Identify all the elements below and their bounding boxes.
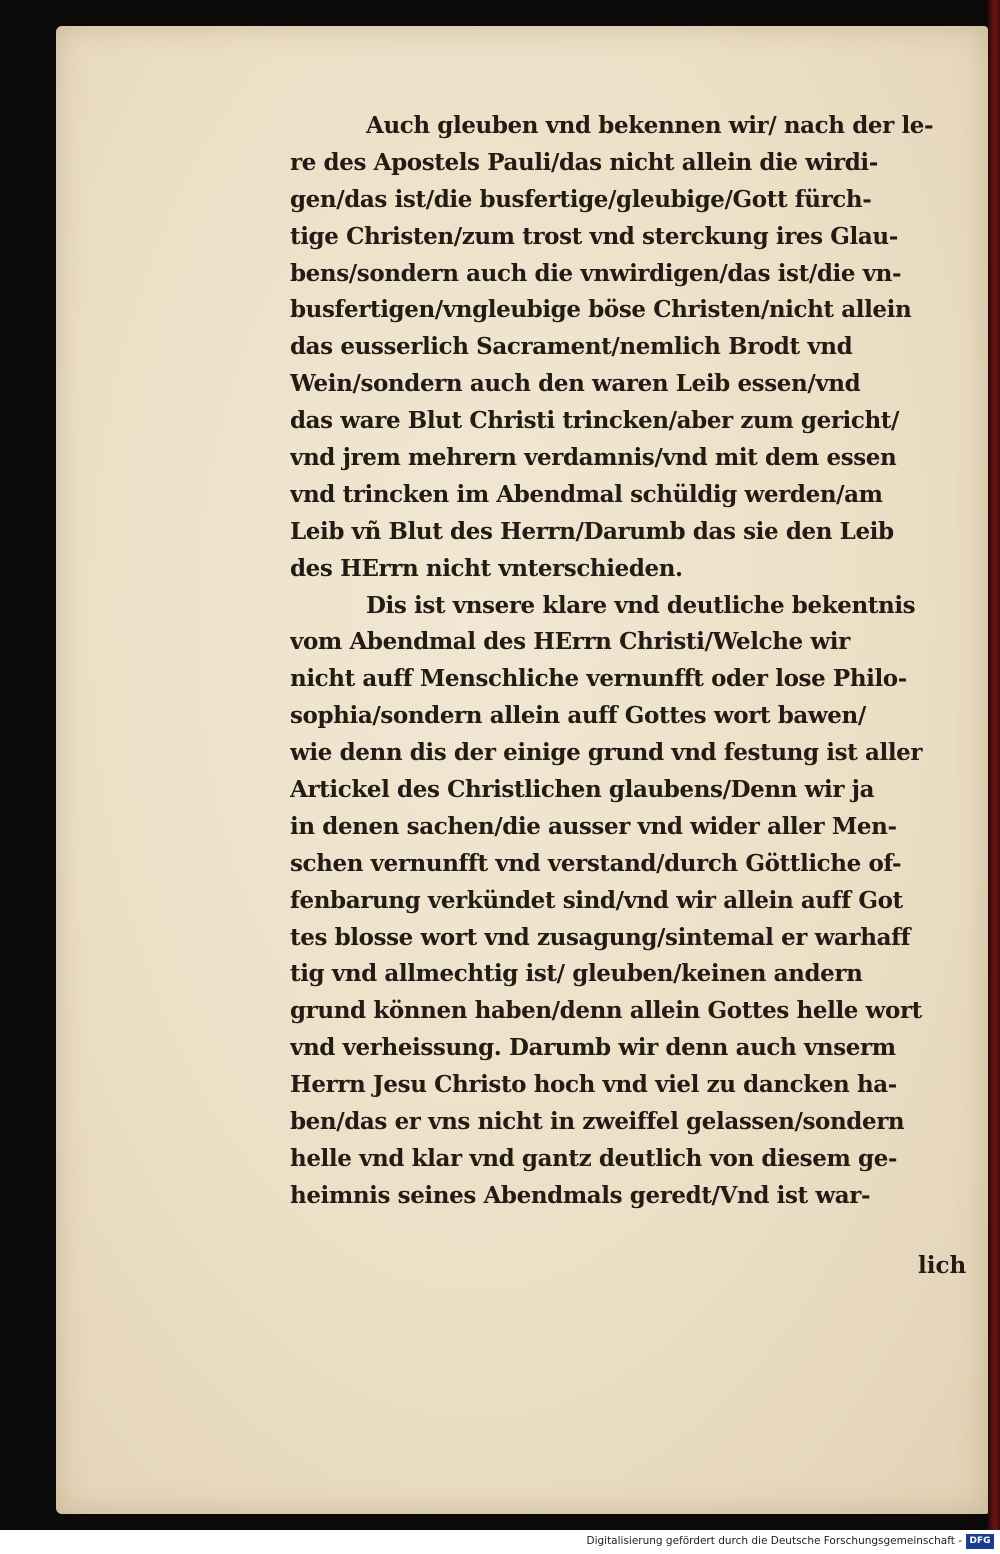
text-line: schen vernunfft vnd verstand/durch Göttliche of- (290, 849, 902, 877)
footer-bar (0, 1530, 1000, 1554)
text-line: wie denn dis der einige grund vnd festung ist aller (290, 739, 923, 767)
text-line: vnd jrem mehrern verdamnis/vnd mit dem essen (290, 444, 897, 472)
dfg-logo-icon: DFG (966, 1534, 994, 1549)
text-line: Leib vñ Blut des Herrn/Darumb das sie den Leib (290, 517, 894, 545)
text-line: nicht auff Menschliche vernunfft oder lose Philo- (290, 665, 907, 693)
text-line: vom Abendmal des HErrn Christi/Welche wir (290, 628, 850, 656)
text-line: tige Christen/zum trost vnd sterckung ires Glau- (290, 222, 898, 250)
text-line: Auch gleuben vnd bekennen wir/ nach der le- (366, 112, 934, 139)
text-line: in denen sachen/die ausser vnd wider aller Men- (290, 812, 897, 840)
catchword: lich (918, 1252, 967, 1279)
footer-credit: Digitalisierung gefördert durch die Deutsche Forschungsgemeinschaft - (586, 1535, 962, 1547)
text-line: vnd trincken im Abendmal schüldig werden/am (290, 480, 883, 508)
text-line: gen/das ist/die busfertige/gleubige/Gott fürch- (290, 185, 872, 213)
text-line: re des Apostels Pauli/das nicht allein die wirdi- (290, 148, 878, 176)
text-line: tig vnd allmechtig ist/ gleuben/keinen andern (290, 960, 863, 988)
text-line: Artickel des Christlichen glaubens/Denn wir ja (290, 776, 875, 804)
text-line: das ware Blut Christi trincken/aber zum gericht/ (290, 407, 900, 435)
text-line: tes blosse wort vnd zusagung/sintemal er warhaff (290, 923, 911, 951)
text-line: Wein/sondern auch den waren Leib essen/vnd (290, 370, 861, 398)
text-line: grund können haben/denn allein Gottes helle wort (290, 997, 922, 1025)
text-line: des HErrn nicht vnterschieden. (290, 554, 683, 582)
text-line: sophia/sondern allein auff Gottes wort bawen/ (290, 702, 866, 730)
text-line: das eusserlich Sacrament/nemlich Brodt vnd (290, 333, 853, 361)
text-line: busfertigen/vngleubige böse Christen/nicht allein (290, 296, 912, 324)
text-line: ben/das er vns nicht in zweiffel gelassen/sondern (290, 1108, 905, 1136)
text-line: vnd verheissung. Darumb wir denn auch vnserm (290, 1034, 896, 1062)
text-line: fenbarung verkündet sind/vnd wir allein auff Got (290, 886, 903, 914)
page-text (290, 108, 970, 1215)
text-line: Herrn Jesu Christo hoch vnd viel zu dancken ha- (290, 1071, 897, 1099)
text-line: Dis ist vnsere klare vnd deutliche bekentnis (366, 591, 916, 619)
text-line: helle vnd klar vnd gantz deutlich von diesem ge- (290, 1144, 898, 1172)
book-edge (988, 0, 1000, 1530)
text-line: heimnis seines Abendmals geredt/Vnd ist war- (290, 1181, 871, 1209)
text-line: bens/sondern auch die vnwirdigen/das ist/die vn- (290, 259, 902, 287)
